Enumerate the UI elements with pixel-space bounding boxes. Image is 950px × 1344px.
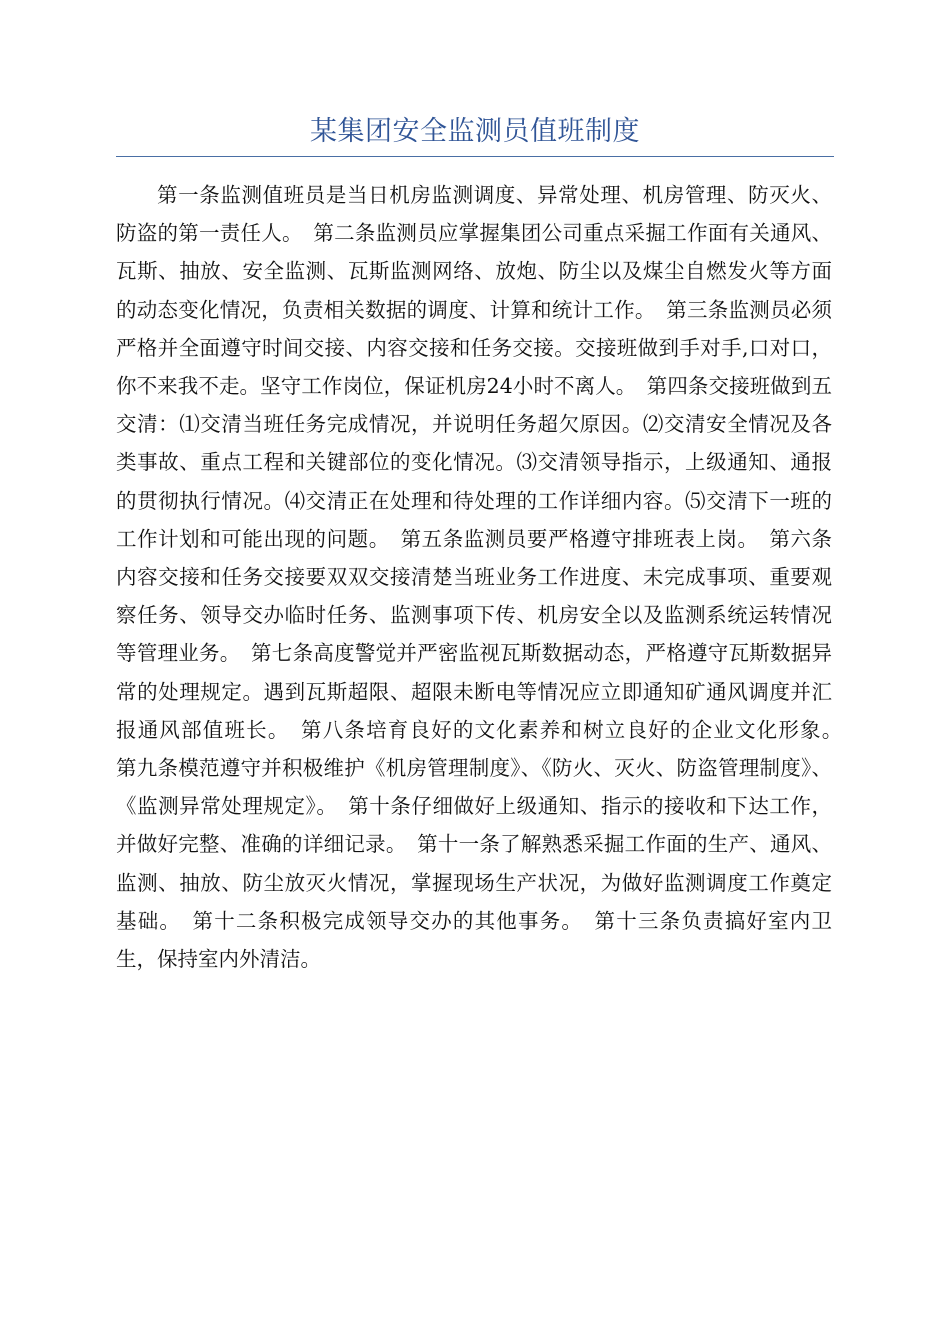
title-underline — [116, 112, 834, 157]
document-title: 某集团安全监测员值班制度 — [310, 116, 640, 147]
document-body: 第一条监测值班员是当日机房监测调度、异常处理、机房管理、防灭火、防盗的第一责任人。 第二条监测员应掌握集团公司重点采掘工作面有关通风、瓦斯、抽放、安全监测、瓦斯监测网络、放炮、防尘以及煤尘自燃发火等方面的动态变化情况，负责相关数据的调度、计算和统计工作。 第三条监测员必须严格并全面遵守时间交接、内容交接和任务交接。交接班做到手对手,口对口，你不来我不走。坚守工作岗位，保证机房24小时不离人。 第四条交接班做到五交清：⑴交清当班任务完成情况，并说明任务超欠原因。⑵交清安全情况及各类事故、重点工程和关键部位的变化情况。⑶交清领导指示，上级通知、通报的贯彻执行情况。⑷交清正在处理和待处理的工作详细内容。⑸交清下一班的工作计划和可能出现的问题。 第五条监测员要严格遵守排班表上岗。 第六条内容交接和任务交接要双双交接清楚当班业务工作进度、未完成事项、重要观察任务、领导交办临时任务、监测事项下传、机房安全以及监测系统运转情况等管理业务。 第七条高度警觉并严密监视瓦斯数据动态，严格遵守瓦斯数据异常的处理规定。遇到瓦斯超限、超限未断电等情况应立即通知矿通风调度并汇报通风部值班长。 第八条培育良好的文化素养和树立良好的企业文化形象。 第九条模范遵守并积极维护《机房管理制度》、《防火、灭火、防盗管理制度》、《监测异常处理规定》。 第十条仔细做好上级通知、指示的接收和下达工作，并做好完整、准确的详细记录。 第十一条了解熟悉采掘工作面的生产、通风、监测、抽放、防尘放灭火情况，掌握现场生产状况，为做好监测调度工作奠定基础。 第十二条积极完成领导交办的其他事务。 第十三条负责搞好室内卫生，保持室内外清洁。 — [116, 183, 853, 972]
